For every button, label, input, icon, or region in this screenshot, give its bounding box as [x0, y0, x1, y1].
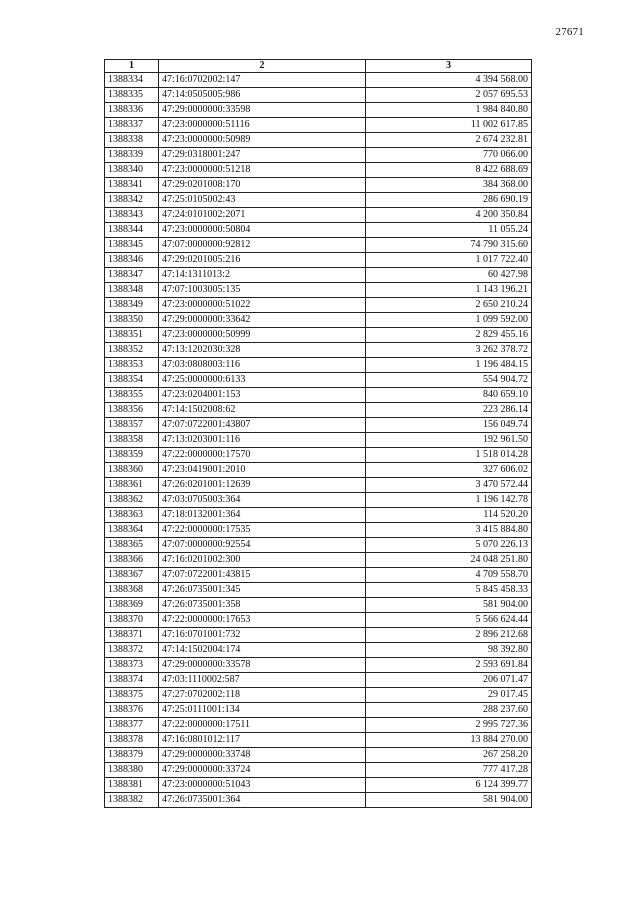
- cadastral-number-cell: 47:16:0701001:732: [159, 628, 366, 643]
- table-row: [105, 403, 532, 418]
- registry-table: [104, 59, 532, 808]
- value-cell: 6 124 399.77: [366, 778, 532, 793]
- table-row: [105, 448, 532, 463]
- cadastral-number-cell: 47:23:0419001:2010: [159, 463, 366, 478]
- table-row: [105, 283, 532, 298]
- value-cell: 2 057 695.53: [366, 88, 532, 103]
- table-row: [105, 193, 532, 208]
- cadastral-number-cell: 47:29:0000000:33598: [159, 103, 366, 118]
- row-number-cell: 1388340: [105, 163, 159, 178]
- cadastral-number-cell: 47:23:0000000:50999: [159, 328, 366, 343]
- table-row: [105, 703, 532, 718]
- row-number-cell: 1388379: [105, 748, 159, 763]
- row-number-cell: 1388373: [105, 658, 159, 673]
- row-number-cell: 1388339: [105, 148, 159, 163]
- cadastral-number-cell: 47:13:1202030:328: [159, 343, 366, 358]
- table-row: [105, 538, 532, 553]
- table-body: [105, 73, 532, 808]
- table-row: [105, 178, 532, 193]
- table-row: [105, 73, 532, 88]
- table-row: [105, 253, 532, 268]
- row-number-cell: 1388377: [105, 718, 159, 733]
- value-cell: 581 904.00: [366, 598, 532, 613]
- table-row: [105, 658, 532, 673]
- value-cell: 384 368.00: [366, 178, 532, 193]
- row-number-cell: 1388348: [105, 283, 159, 298]
- cadastral-number-cell: 47:23:0000000:51022: [159, 298, 366, 313]
- table-row: [105, 793, 532, 808]
- header-cell-1: 1: [105, 60, 159, 73]
- row-number-cell: 1388362: [105, 493, 159, 508]
- cadastral-number-cell: 47:23:0000000:50804: [159, 223, 366, 238]
- table-row: [105, 163, 532, 178]
- row-number-cell: 1388366: [105, 553, 159, 568]
- table-row: [105, 148, 532, 163]
- table-row: [105, 643, 532, 658]
- table-row: [105, 388, 532, 403]
- table-row: [105, 298, 532, 313]
- value-cell: 5 566 624.44: [366, 613, 532, 628]
- table-row: [105, 133, 532, 148]
- value-cell: 11 002 617.85: [366, 118, 532, 133]
- table-row: [105, 328, 532, 343]
- cadastral-number-cell: 47:25:0000000:6133: [159, 373, 366, 388]
- cadastral-number-cell: 47:29:0201005:216: [159, 253, 366, 268]
- value-cell: 4 200 350.84: [366, 208, 532, 223]
- row-number-cell: 1388382: [105, 793, 159, 808]
- row-number-cell: 1388345: [105, 238, 159, 253]
- row-number-cell: 1388361: [105, 478, 159, 493]
- value-cell: 327 606.02: [366, 463, 532, 478]
- value-cell: 24 048 251.80: [366, 553, 532, 568]
- row-number-cell: 1388334: [105, 73, 159, 88]
- row-number-cell: 1388342: [105, 193, 159, 208]
- cadastral-number-cell: 47:03:0705003:364: [159, 493, 366, 508]
- value-cell: 2 896 212.68: [366, 628, 532, 643]
- header-cell-2: 2: [159, 60, 366, 73]
- value-cell: 13 884 270.00: [366, 733, 532, 748]
- value-cell: 1 984 840.80: [366, 103, 532, 118]
- cadastral-number-cell: 47:13:0203001:116: [159, 433, 366, 448]
- row-number-cell: 1388350: [105, 313, 159, 328]
- cadastral-number-cell: 47:29:0000000:33748: [159, 748, 366, 763]
- cadastral-number-cell: 47:23:0000000:51116: [159, 118, 366, 133]
- cadastral-number-cell: 47:14:1311013:2: [159, 268, 366, 283]
- table-row: [105, 418, 532, 433]
- table-row: [105, 628, 532, 643]
- value-cell: 267 258.20: [366, 748, 532, 763]
- value-cell: 4 709 558.70: [366, 568, 532, 583]
- value-cell: 192 961.50: [366, 433, 532, 448]
- row-number-cell: 1388344: [105, 223, 159, 238]
- row-number-cell: 1388353: [105, 358, 159, 373]
- value-cell: 777 417.28: [366, 763, 532, 778]
- table-row: [105, 523, 532, 538]
- cadastral-number-cell: 47:23:0000000:51218: [159, 163, 366, 178]
- cadastral-number-cell: 47:23:0000000:51043: [159, 778, 366, 793]
- value-cell: 2 593 691.84: [366, 658, 532, 673]
- row-number-cell: 1388338: [105, 133, 159, 148]
- table-row: [105, 223, 532, 238]
- row-number-cell: 1388372: [105, 643, 159, 658]
- value-cell: 288 237.60: [366, 703, 532, 718]
- cadastral-number-cell: 47:14:1502008:62: [159, 403, 366, 418]
- value-cell: 5 845 458.33: [366, 583, 532, 598]
- row-number-cell: 1388374: [105, 673, 159, 688]
- cadastral-number-cell: 47:07:0722001:43807: [159, 418, 366, 433]
- row-number-cell: 1388376: [105, 703, 159, 718]
- row-number-cell: 1388358: [105, 433, 159, 448]
- cadastral-number-cell: 47:18:0132001:364: [159, 508, 366, 523]
- row-number-cell: 1388360: [105, 463, 159, 478]
- table-row: [105, 118, 532, 133]
- value-cell: 1 143 196.21: [366, 283, 532, 298]
- row-number-cell: 1388375: [105, 688, 159, 703]
- page-number: 27671: [555, 26, 584, 38]
- row-number-cell: 1388347: [105, 268, 159, 283]
- cadastral-number-cell: 47:29:0000000:33724: [159, 763, 366, 778]
- cadastral-number-cell: 47:26:0735001:345: [159, 583, 366, 598]
- cadastral-number-cell: 47:14:0505005:986: [159, 88, 366, 103]
- table-row: [105, 103, 532, 118]
- row-number-cell: 1388336: [105, 103, 159, 118]
- value-cell: 8 422 688.69: [366, 163, 532, 178]
- cadastral-number-cell: 47:14:1502004:174: [159, 643, 366, 658]
- value-cell: 5 070 226.13: [366, 538, 532, 553]
- value-cell: 29 017.45: [366, 688, 532, 703]
- value-cell: 1 196 142.78: [366, 493, 532, 508]
- cadastral-number-cell: 47:07:0000000:92554: [159, 538, 366, 553]
- cadastral-number-cell: 47:25:0111001:134: [159, 703, 366, 718]
- cadastral-number-cell: 47:22:0000000:17511: [159, 718, 366, 733]
- table-row: [105, 463, 532, 478]
- cadastral-number-cell: 47:07:1003005:135: [159, 283, 366, 298]
- value-cell: 60 427.98: [366, 268, 532, 283]
- row-number-cell: 1388352: [105, 343, 159, 358]
- value-cell: 581 904.00: [366, 793, 532, 808]
- row-number-cell: 1388354: [105, 373, 159, 388]
- row-number-cell: 1388356: [105, 403, 159, 418]
- row-number-cell: 1388363: [105, 508, 159, 523]
- table-row: [105, 238, 532, 253]
- cadastral-number-cell: 47:26:0735001:358: [159, 598, 366, 613]
- row-number-cell: 1388371: [105, 628, 159, 643]
- value-cell: 1 017 722.40: [366, 253, 532, 268]
- cadastral-number-cell: 47:07:0000000:92812: [159, 238, 366, 253]
- row-number-cell: 1388357: [105, 418, 159, 433]
- value-cell: 3 415 884.80: [366, 523, 532, 538]
- cadastral-number-cell: 47:25:0105002:43: [159, 193, 366, 208]
- cadastral-number-cell: 47:22:0000000:17535: [159, 523, 366, 538]
- row-number-cell: 1388351: [105, 328, 159, 343]
- value-cell: 286 690.19: [366, 193, 532, 208]
- cadastral-number-cell: 47:22:0000000:17653: [159, 613, 366, 628]
- cadastral-number-cell: 47:29:0000000:33578: [159, 658, 366, 673]
- row-number-cell: 1388364: [105, 523, 159, 538]
- value-cell: 98 392.80: [366, 643, 532, 658]
- table-row: [105, 268, 532, 283]
- row-number-cell: 1388337: [105, 118, 159, 133]
- cadastral-number-cell: 47:26:0735001:364: [159, 793, 366, 808]
- header-row: [105, 60, 532, 73]
- row-number-cell: 1388378: [105, 733, 159, 748]
- row-number-cell: 1388341: [105, 178, 159, 193]
- cadastral-number-cell: 47:22:0000000:17570: [159, 448, 366, 463]
- value-cell: 1 196 484.15: [366, 358, 532, 373]
- value-cell: 1 099 592.00: [366, 313, 532, 328]
- cadastral-number-cell: 47:29:0318001:247: [159, 148, 366, 163]
- cadastral-number-cell: 47:07:0722001:43815: [159, 568, 366, 583]
- row-number-cell: 1388343: [105, 208, 159, 223]
- cadastral-number-cell: 47:24:0101002:2071: [159, 208, 366, 223]
- cadastral-number-cell: 47:26:0201001:12639: [159, 478, 366, 493]
- cadastral-number-cell: 47:23:0204001:153: [159, 388, 366, 403]
- table-row: [105, 568, 532, 583]
- table-row: [105, 508, 532, 523]
- cadastral-number-cell: 47:29:0000000:33642: [159, 313, 366, 328]
- cadastral-number-cell: 47:16:0702002:147: [159, 73, 366, 88]
- table-row: [105, 673, 532, 688]
- header-cell-3: 3: [366, 60, 532, 73]
- row-number-cell: 1388367: [105, 568, 159, 583]
- row-number-cell: 1388346: [105, 253, 159, 268]
- value-cell: 2 829 455.16: [366, 328, 532, 343]
- value-cell: 1 518 014.28: [366, 448, 532, 463]
- row-number-cell: 1388365: [105, 538, 159, 553]
- value-cell: 3 262 378.72: [366, 343, 532, 358]
- table-row: [105, 688, 532, 703]
- value-cell: 840 659.10: [366, 388, 532, 403]
- table-row: [105, 763, 532, 778]
- table-row: [105, 778, 532, 793]
- table-row: [105, 373, 532, 388]
- table-row: [105, 553, 532, 568]
- table-row: [105, 343, 532, 358]
- cadastral-number-cell: 47:27:0702002:118: [159, 688, 366, 703]
- table-row: [105, 613, 532, 628]
- row-number-cell: 1388359: [105, 448, 159, 463]
- cadastral-number-cell: 47:16:0201002:300: [159, 553, 366, 568]
- table-row: [105, 358, 532, 373]
- row-number-cell: 1388335: [105, 88, 159, 103]
- table-row: [105, 88, 532, 103]
- value-cell: 4 394 568.00: [366, 73, 532, 88]
- row-number-cell: 1388380: [105, 763, 159, 778]
- row-number-cell: 1388355: [105, 388, 159, 403]
- cadastral-number-cell: 47:03:0808003:116: [159, 358, 366, 373]
- table-header: [105, 60, 532, 73]
- value-cell: 554 904.72: [366, 373, 532, 388]
- value-cell: 2 674 232.81: [366, 133, 532, 148]
- cadastral-number-cell: 47:03:1110002:587: [159, 673, 366, 688]
- table-row: [105, 718, 532, 733]
- value-cell: 223 286.14: [366, 403, 532, 418]
- value-cell: 2 650 210.24: [366, 298, 532, 313]
- table-row: [105, 748, 532, 763]
- cadastral-number-cell: 47:29:0201008:170: [159, 178, 366, 193]
- value-cell: 114 520.20: [366, 508, 532, 523]
- table-row: [105, 208, 532, 223]
- cadastral-number-cell: 47:23:0000000:50989: [159, 133, 366, 148]
- value-cell: 2 995 727.36: [366, 718, 532, 733]
- row-number-cell: 1388381: [105, 778, 159, 793]
- cadastral-number-cell: 47:16:0801012:117: [159, 733, 366, 748]
- row-number-cell: 1388349: [105, 298, 159, 313]
- table-row: [105, 433, 532, 448]
- row-number-cell: 1388370: [105, 613, 159, 628]
- table-row: [105, 583, 532, 598]
- table-row: [105, 313, 532, 328]
- value-cell: 74 790 315.60: [366, 238, 532, 253]
- value-cell: 156 049.74: [366, 418, 532, 433]
- row-number-cell: 1388369: [105, 598, 159, 613]
- table-row: [105, 478, 532, 493]
- table-row: [105, 493, 532, 508]
- value-cell: 206 071.47: [366, 673, 532, 688]
- value-cell: 11 055.24: [366, 223, 532, 238]
- table-row: [105, 733, 532, 748]
- value-cell: 3 470 572.44: [366, 478, 532, 493]
- table-row: [105, 598, 532, 613]
- row-number-cell: 1388368: [105, 583, 159, 598]
- value-cell: 770 066.00: [366, 148, 532, 163]
